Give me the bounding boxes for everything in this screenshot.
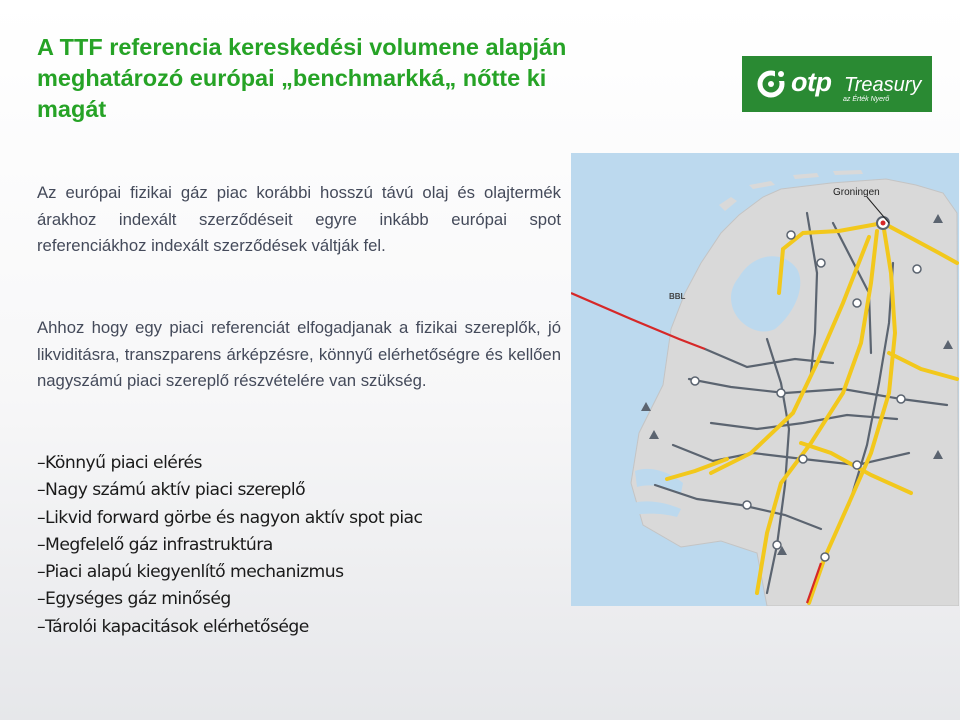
gas-network-map <box>571 153 959 606</box>
compressor-station-icon <box>821 553 829 561</box>
compressor-station-icon <box>897 395 905 403</box>
bbl-label: BBL <box>669 292 686 301</box>
list-item: –Piaci alapú kiegyenlítő mechanizmus <box>37 562 344 583</box>
compressor-station-icon <box>799 455 807 463</box>
conditions-paragraph: Ahhoz hogy egy piaci referenciát elfogadjanak a fizikai szereplők, jó likviditásra, transzparens árképzésre, könnyű elérhetőségre és kellően nagyszámú piaci szereplő részvételére van szükség. <box>37 318 561 391</box>
logo-otp-text: otp <box>791 67 832 97</box>
requirements-list <box>37 450 422 641</box>
compressor-station-icon <box>913 265 921 273</box>
compressor-station-icon <box>773 541 781 549</box>
list-item: –Könnyű piaci elérés <box>37 453 202 473</box>
otp-treasury-logo <box>742 56 932 112</box>
intro-paragraph: Az európai fizikai gáz piac korábbi hosszú távú olaj és olajtermék árakhoz indexált szerződéseit egyre inkább európai spot referenciákhoz indexált szerződések váltják fel. <box>37 183 561 256</box>
otp-logo-mark-icon <box>756 69 786 99</box>
groningen-node-center-icon <box>881 221 886 226</box>
compressor-station-icon <box>817 259 825 267</box>
compressor-station-icon <box>853 461 861 469</box>
compressor-station-icon <box>853 299 861 307</box>
list-item: –Nagy számú aktív piaci szereplő <box>37 480 306 501</box>
list-item: –Tárolói kapacitások elérhetősége <box>37 616 309 637</box>
list-item: –Egységes gáz minőség <box>37 589 231 610</box>
list-item: –Megfelelő gáz infrastruktúra <box>37 534 273 555</box>
compressor-station-icon <box>787 231 795 239</box>
compressor-station-icon <box>691 377 699 385</box>
groningen-label: Groningen <box>833 187 880 198</box>
logo-treasury-text: Treasury <box>844 74 922 96</box>
compressor-station-icon <box>777 389 785 397</box>
list-item: –Likvid forward görbe és nagyon aktív spot piac <box>37 507 423 528</box>
netherlands-pipeline-map <box>571 153 959 606</box>
compressor-station-icon <box>743 501 751 509</box>
slide-title: A TTF referencia kereskedési volumene alapján meghatározó európai „benchmarkká„ nőtte ki magát <box>37 34 567 122</box>
logo-tagline: az Érték Nyerő <box>843 96 890 103</box>
